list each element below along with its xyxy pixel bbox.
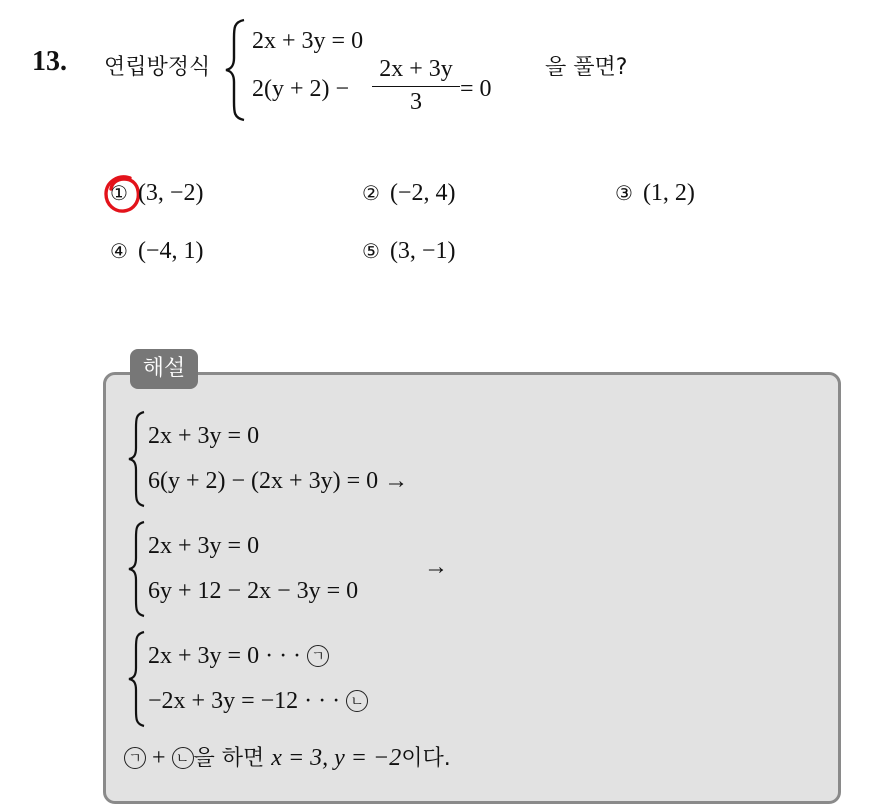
question-number: 13. <box>32 46 67 77</box>
solution-sys2-eq2: 6y + 12 − 2x − 3y = 0 <box>148 578 359 604</box>
solution-brace-1 <box>126 410 148 508</box>
solution-sys1-eq1: 2x + 3y = 0 <box>148 423 260 449</box>
circled-nieun-ref: ㄴ <box>172 747 194 769</box>
solution-sys1-eq2: 6(y + 2) − (2x + 3y) = 0 → <box>148 468 409 494</box>
conclusion-korean: 을 하면 <box>193 746 272 771</box>
conclusion-math: x = 3, y = −2 <box>271 745 402 771</box>
solution-sys3-eq1-text: 2x + 3y = 0 · · · <box>148 643 308 669</box>
question-prefix: 연립방정식 <box>104 55 211 80</box>
choice-3-text: (1, 2) <box>642 180 695 206</box>
choice-1[interactable] <box>110 180 203 207</box>
circled-nieun-label: ㄴ <box>346 690 368 712</box>
choice-1-number: ① <box>110 181 128 205</box>
circled-giyeok-ref: ㄱ <box>124 747 146 769</box>
solution-sys2-eq1: 2x + 3y = 0 <box>148 533 260 559</box>
solution-conclusion <box>124 741 451 772</box>
solution-brace-3 <box>126 630 148 728</box>
choice-3[interactable] <box>615 180 695 207</box>
system-eq2-left: 2(y + 2) − <box>252 76 350 102</box>
solution-sys3-eq2 <box>148 688 368 715</box>
solution-sys2-arrow: → <box>424 554 448 580</box>
choice-1-text: (3, −2) <box>137 180 204 206</box>
circled-giyeok-label: ㄱ <box>307 645 329 667</box>
system-brace <box>222 18 250 122</box>
question-suffix: 을 풀면? <box>545 55 628 80</box>
choice-4[interactable] <box>110 238 203 265</box>
choice-5-text: (3, −1) <box>389 238 456 264</box>
solution-sys3-eq1 <box>148 643 329 670</box>
choice-2-number: ② <box>362 181 380 205</box>
conclusion-plus: + <box>146 745 172 771</box>
choice-3-number: ③ <box>615 181 633 205</box>
choice-4-text: (−4, 1) <box>137 238 204 264</box>
solution-brace-2 <box>126 520 148 618</box>
choice-2-text: (−2, 4) <box>389 180 456 206</box>
choice-2[interactable] <box>362 180 455 207</box>
solution-sys3-eq2-text: −2x + 3y = −12 · · · <box>148 688 347 714</box>
conclusion-end: 이다. <box>401 746 451 771</box>
fraction-bar <box>372 86 460 87</box>
choice-5-number: ⑤ <box>362 239 380 263</box>
solution-tag: 해설 <box>130 349 198 389</box>
system-eq1: 2x + 3y = 0 <box>252 28 364 54</box>
system-eq2-fraction <box>372 56 460 116</box>
fraction-numerator: 2x + 3y <box>379 56 453 82</box>
choice-4-number: ④ <box>110 239 128 263</box>
choice-5[interactable] <box>362 238 455 265</box>
system-eq2-right: = 0 <box>460 76 492 102</box>
fraction-denominator: 3 <box>410 89 422 115</box>
